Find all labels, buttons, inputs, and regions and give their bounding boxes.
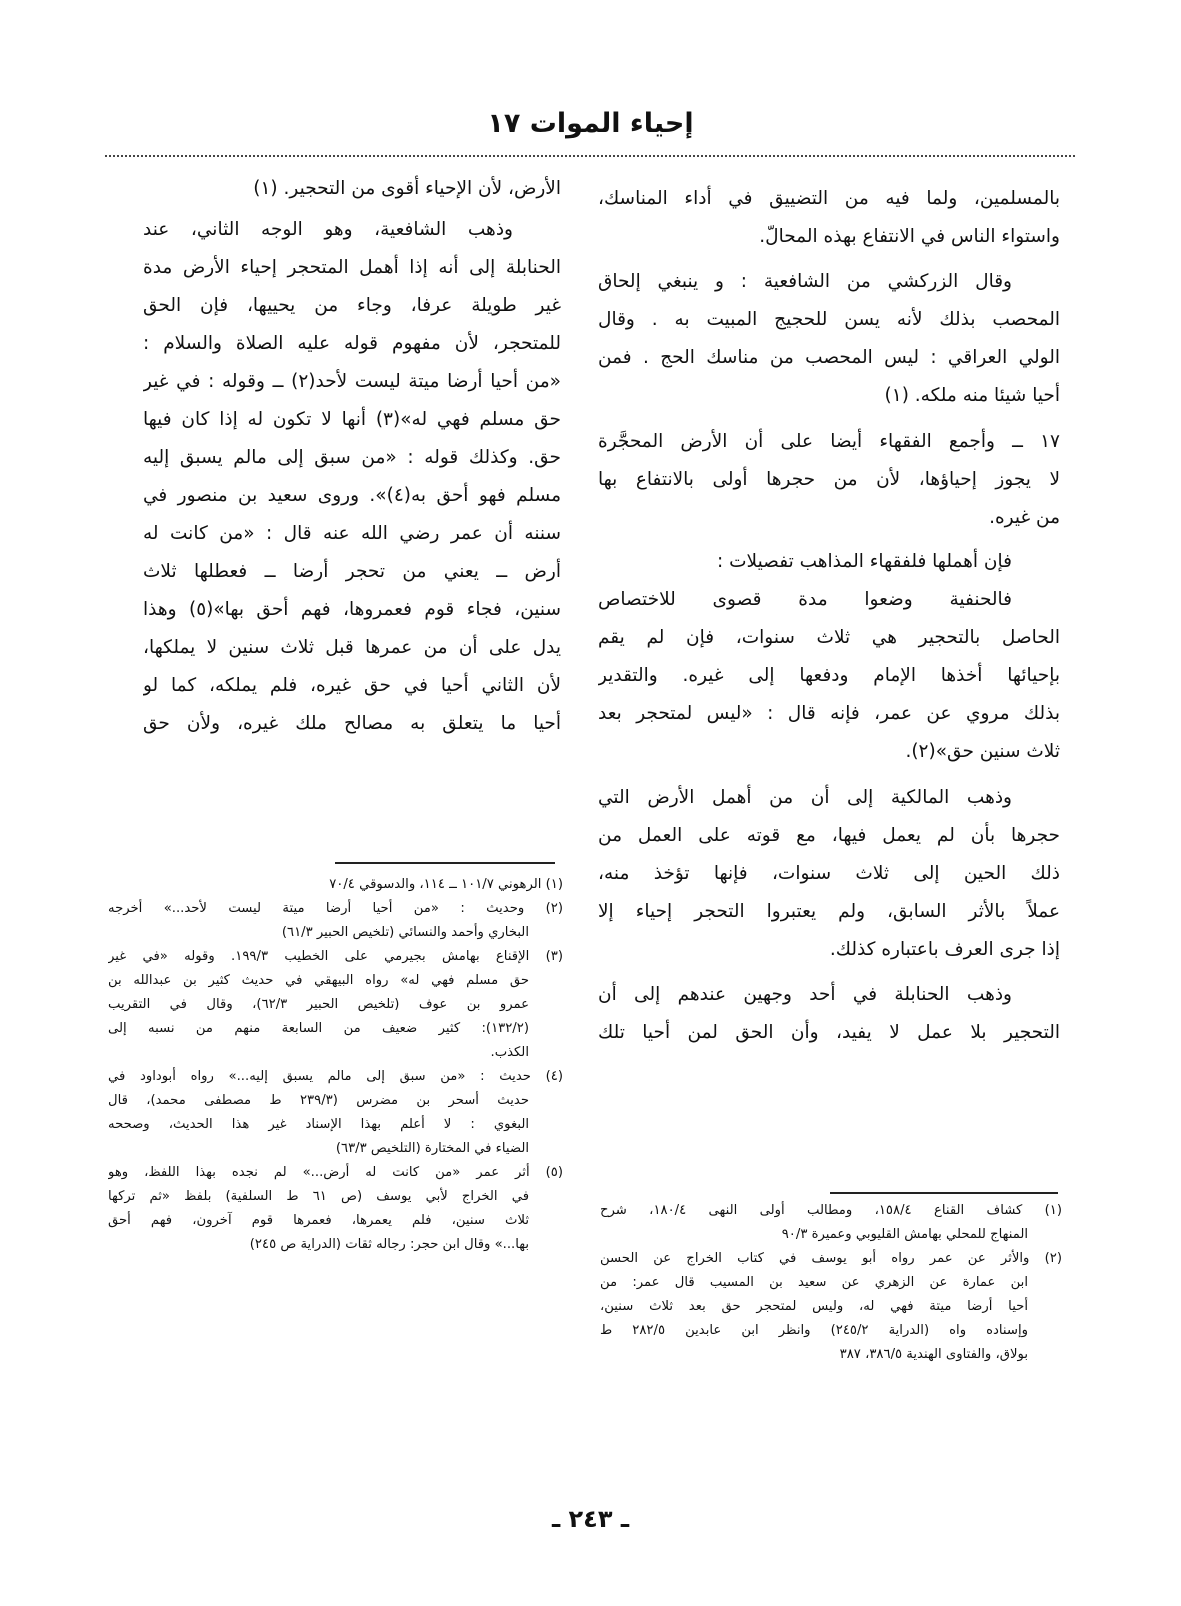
footnote-line: الضياء في المختارة (التلخيص ٦٣/٣) xyxy=(335,1141,529,1156)
body-line: المحصب بذلك لأنه يسن للحجيج المبيت به . وقال xyxy=(598,309,1060,330)
footnote-line: ثلاث سنين، فلم يعمرها، فعمرها قوم آخرون، فهم أحق xyxy=(108,1213,529,1228)
footnote-line: أحيا أرضا ميتة فهي له، وليس لمتحجر حق بعد ثلاث سنين، xyxy=(600,1299,1028,1314)
body-line: الولي العراقي : ليس المحصب من مناسك الحج . فمن xyxy=(598,347,1060,368)
footnote-line: (٥) أثر عمر «من كانت له أرض...» لم نجده بهذا اللفظ، وهو xyxy=(108,1165,563,1180)
footnote-line: البغوي : لا أعلم بهذا الإسناد غير هذا الحديث، وصححه xyxy=(108,1117,529,1132)
body-line: بالمسلمين، ولما فيه من التضييق في أداء المناسك، xyxy=(598,188,1060,209)
body-line: أحيا ما يتعلق به مصالح ملك غيره، ولأن حق xyxy=(143,713,561,734)
running-header: إحياء الموات ١٧ xyxy=(487,108,694,139)
footnote-line: (٢) وحديث : «من أحيا أرضا ميتة ليست لأحد...» أخرجه xyxy=(108,901,563,916)
footnote-line: (١) كشاف القناع ١٥٨/٤، ومطالب أولى النهى ١٨٠/٤، شرح xyxy=(600,1203,1062,1218)
body-line: الحاصل بالتحجير هي ثلاث سنوات، فإن لم يقم xyxy=(598,627,1060,648)
body-line: فإن أهملها فلفقهاء المذاهب تفصيلات : xyxy=(717,551,1012,572)
body-line: «من أحيا أرضا ميتة ليست لأحد(٢) ــ وقوله : في غير xyxy=(143,371,561,392)
body-line: أرض ــ يعني من تحجر أرضا ــ فعطلها ثلاث xyxy=(143,561,561,582)
footnote-line: ابن عمارة عن الزهري عن سعيد بن المسيب قال عمر: من xyxy=(600,1275,1028,1290)
body-line: سننه أن عمر رضي الله عنه قال : «من كانت له xyxy=(143,523,561,544)
body-line: التحجير بلا عمل لا يفيد، وأن الحق لمن أحيا تلك xyxy=(598,1022,1060,1043)
footnote-line: حديث أسحر بن مضرس (٢٣٩/٣ ط مصطفى محمد)، قال xyxy=(108,1093,529,1108)
page-number: ـ ٢٤٣ ـ xyxy=(551,1505,630,1533)
footnote-line: وإسناده واه (الدراية ٢٤٥/٢) وانظر ابن عابدين ٢٨٢/٥ ط xyxy=(600,1323,1028,1338)
body-line: بذلك مروي عن عمر، فإنه قال : «ليس لمتحجر بعد xyxy=(598,703,1060,724)
footnote-line: (١) الرهوني ١٠١/٧ ــ ١١٤، والدسوقي ٧٠/٤ xyxy=(329,877,563,892)
footnote-line: بها...» وقال ابن حجر: رجاله ثقات (الدراية ص ٢٤٥) xyxy=(249,1237,529,1252)
body-line: وذهب المالكية إلى أن من أهمل الأرض التي xyxy=(598,787,1012,808)
body-line: واستواء الناس في الانتفاع بهذه المحالّ. xyxy=(759,226,1060,247)
body-line: ١٧ ــ وأجمع الفقهاء أيضا على أن الأرض المحجَّرة xyxy=(598,431,1060,452)
body-line: ثلاث سنين حق»(٢). xyxy=(905,741,1060,762)
body-line: سنين، فجاء قوم فعمروها، فهم أحق بها»(٥) وهذا xyxy=(143,599,561,620)
body-line: أحيا شيئا منه ملكه. (١) xyxy=(884,385,1060,406)
body-line: يدل على أن من عمرها قبل ثلاث سنين لا يملكها، xyxy=(143,637,561,658)
footnote-line: حق مسلم فهي له» رواه البيهقي في حديث كثير بن عبدالله بن xyxy=(108,973,529,988)
body-line: وذهب الحنابلة في أحد وجهين عندهم إلى أن xyxy=(598,984,1012,1005)
body-line: من غيره. xyxy=(989,507,1060,528)
footnote-line: الكذب. xyxy=(490,1045,529,1060)
body-line: مسلم فهو أحق به(٤)». وروى سعيد بن منصور في xyxy=(143,485,561,506)
body-line: وقال الزركشي من الشافعية : و ينبغي إلحاق xyxy=(598,271,1012,292)
body-line: وذهب الشافعية، وهو الوجه الثاني، عند xyxy=(143,219,513,240)
footnote-line: (٣) الإقناع بهامش بجيرمي على الخطيب ١٩٩/٣. وقوله «في غير xyxy=(108,949,563,964)
footnote-line: (٢) والأثر عن عمر رواه أبو يوسف في كتاب الخراج عن الحسن xyxy=(600,1251,1062,1266)
body-line: فالحنفية وضعوا مدة قصوى للاختصاص xyxy=(598,589,1012,610)
body-line: إذا جرى العرف باعتباره كذلك. xyxy=(829,939,1060,960)
body-line: عملاً بالأثر السابق، ولم يعتبروا التحجر إحياء إلا xyxy=(598,901,1060,922)
body-line: حق مسلم فهي له»(٣) أنها لا تكون له إذا كان فيها xyxy=(143,409,561,430)
footnote-separator-right xyxy=(830,1192,1058,1194)
footnote-line: عمرو بن عوف (تلخيص الحبير ٦٢/٣)، وقال في التقريب xyxy=(108,997,529,1012)
footnote-line: في الخراج لأبي يوسف (ص ٦١ ط السلفية) بلفظ «ثم تركها xyxy=(108,1189,529,1204)
header-dotted-rule xyxy=(105,155,1075,157)
body-line: الحنابلة إلى أنه إذا أهمل المتحجر إحياء الأرض مدة xyxy=(143,257,561,278)
body-line: غير طويلة عرفا، وجاء من يحييها، فإن الحق xyxy=(143,295,561,316)
footnote-line: البخاري وأحمد والنسائي (تلخيص الحبير ٦١/٣) xyxy=(281,925,529,940)
footnote-line: (١٣٢/٢): كثير ضعيف من السابعة منهم من نسبه إلى xyxy=(108,1021,529,1036)
body-line: ذلك الحين إلى ثلاث سنوات، فإنها تؤخذ منه، xyxy=(598,863,1060,884)
footnote-line: المنهاج للمحلي بهامش القليوبي وعميرة ٩٠/٣ xyxy=(781,1227,1028,1242)
body-line: للمتحجر، لأن مفهوم قوله عليه الصلاة والسلام : xyxy=(143,333,561,354)
footnote-line: (٤) حديث : «من سبق إلى مالم يسبق إليه...» رواه أبوداود في xyxy=(108,1069,563,1084)
footnote-separator-left xyxy=(335,862,555,864)
body-line: لأن الثاني أحيا في حق غيره، فلم يملكه، كما لو xyxy=(143,675,561,696)
body-line: حجرها بأن لم يعمل فيها، مع قوته على العمل من xyxy=(598,825,1060,846)
body-line: بإحيائها أخذها الإمام ودفعها إلى غيره. والتقدير xyxy=(598,665,1060,686)
body-line: لا يجوز إحياؤها، لأن من حجرها أولى بالانتفاع بها xyxy=(598,469,1060,490)
body-line: حق. وكذلك قوله : «من سبق إلى مالم يسبق إليه xyxy=(143,447,561,468)
body-line: الأرض، لأن الإحياء أقوى من التحجير. (١) xyxy=(253,178,561,199)
footnote-line: بولاق، والفتاوى الهندية ٣٨٦/٥، ٣٨٧ xyxy=(839,1347,1028,1362)
